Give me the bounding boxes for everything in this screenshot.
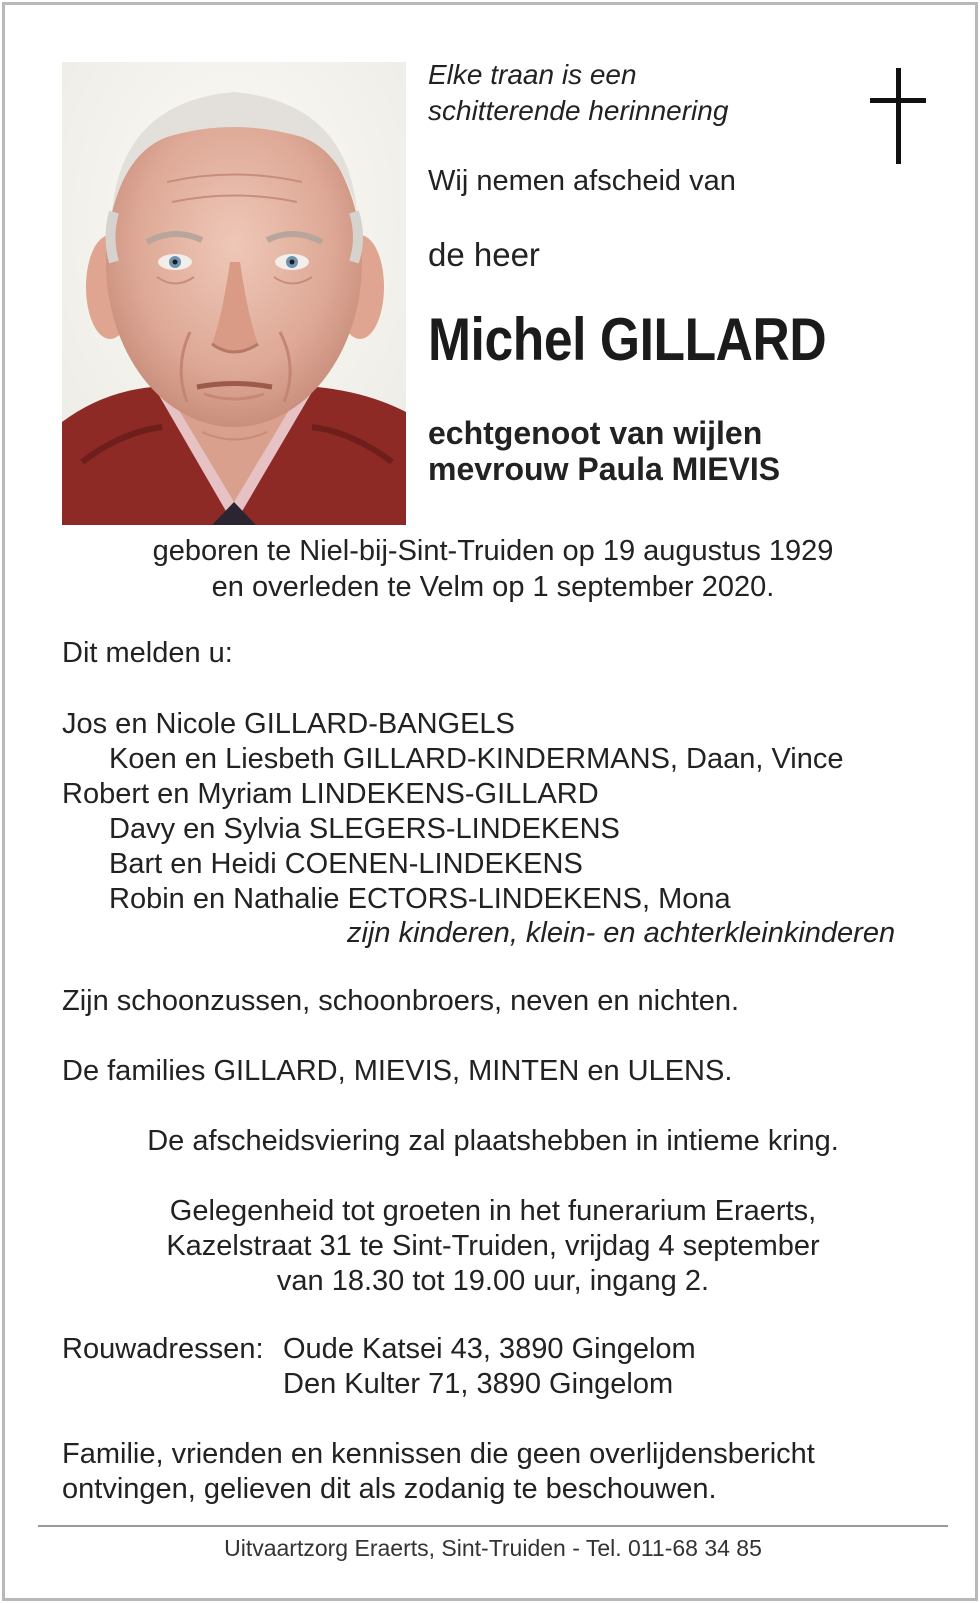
- cross-icon: [870, 68, 926, 164]
- quote-line-2: schitterende herinnering: [428, 95, 729, 126]
- birth-death-info: [5, 533, 980, 605]
- address-1: Oude Katsei 43, 3890 Gingelom: [283, 1333, 696, 1365]
- deceased-name: Michel GILLARD: [428, 306, 827, 373]
- spouse-line-2: mevrouw Paula MIEVIS: [428, 451, 781, 487]
- visitation-line-1: Gelegenheid tot groeten in het funerarium Eraerts,: [169, 1195, 817, 1227]
- notice-text: [62, 1437, 815, 1507]
- announce-text: Dit melden u:: [62, 637, 233, 669]
- family-member: Bart en Heidi COENEN-LINDEKENS: [109, 848, 583, 880]
- in-laws-text: Zijn schoonzussen, schoonbroers, neven en nichten.: [62, 985, 740, 1017]
- visitation-line-2: Kazelstraat 31 te Sint-Truiden, vrijdag 4 september: [166, 1230, 820, 1262]
- visitation-info: [5, 1194, 980, 1299]
- ceremony-text: De afscheidsviering zal plaatshebben in intieme kring.: [147, 1125, 839, 1157]
- notice-line-1: Familie, vrienden en kennissen die geen overlijdensbericht: [62, 1438, 815, 1470]
- family-member: Davy en Sylvia SLEGERS-LINDEKENS: [109, 813, 620, 845]
- addresses-label: Rouwadressen:: [62, 1333, 264, 1365]
- visitation-line-3: van 18.30 tot 19.00 uur, ingang 2.: [276, 1265, 710, 1297]
- spouse-line-1: echtgenoot van wijlen: [428, 415, 763, 451]
- quote: [428, 57, 728, 129]
- spouse-info: [428, 415, 780, 487]
- footer-divider: [38, 1525, 948, 1527]
- family-member: Koen en Liesbeth GILLARD-KINDERMANS, Daan, Vince: [109, 743, 844, 775]
- notice-line-2: ontvingen, gelieven dit als zodanig te beschouwen.: [62, 1473, 717, 1505]
- intro-text: Wij nemen afscheid van: [428, 165, 736, 197]
- family-member: Robin en Nathalie ECTORS-LINDEKENS, Mona: [109, 883, 731, 915]
- footer-text: Uitvaartzorg Eraerts, Sint-Truiden - Tel. 011-68 34 85: [224, 1535, 762, 1561]
- address-2: Den Kulter 71, 3890 Gingelom: [283, 1368, 674, 1400]
- quote-line-1: Elke traan is een: [428, 59, 637, 90]
- obituary-card: [2, 2, 978, 1601]
- title-prefix: de heer: [428, 236, 540, 273]
- family-member: Jos en Nicole GILLARD-BANGELS: [62, 708, 515, 740]
- portrait-photo: [62, 62, 406, 525]
- family-list: [62, 707, 844, 917]
- death-line: en overleden te Velm op 1 september 2020.: [211, 571, 775, 603]
- families-text: De families GILLARD, MIEVIS, MINTEN en ULENS.: [62, 1055, 733, 1087]
- family-member: Robert en Myriam LINDEKENS-GILLARD: [62, 778, 599, 810]
- family-relation: zijn kinderen, klein- en achterkleinkinderen: [347, 917, 896, 949]
- birth-line: geboren te Niel-bij-Sint-Truiden op 19 augustus 1929: [152, 535, 834, 567]
